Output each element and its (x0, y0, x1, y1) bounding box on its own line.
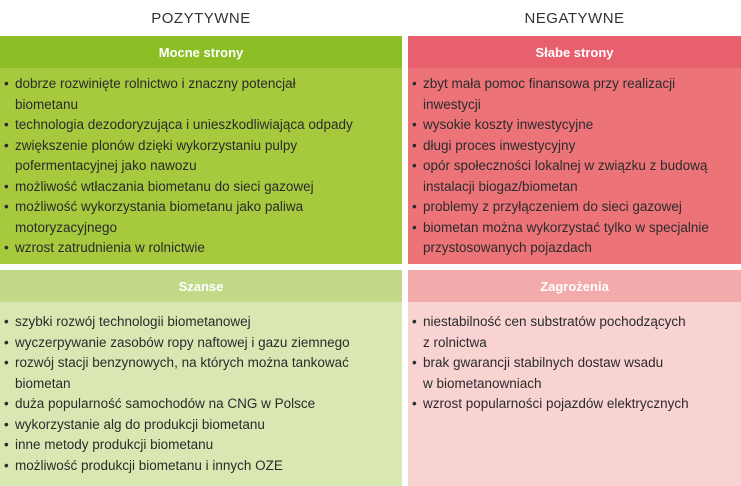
list-item-text: • szybki rozwój technologii biometanowej (15, 314, 251, 329)
list-item (4, 415, 402, 436)
list-item-text: • dobrze rozwinięte rolnictwo i znaczny potencjał (15, 76, 296, 91)
list-item (4, 333, 402, 354)
list-item (412, 312, 741, 353)
list-item (4, 435, 402, 456)
list-item-text: pofermentacyjnej jako nawozu (15, 158, 197, 173)
list-item-text: • niestabilność cen substratów pochodzących (423, 314, 686, 329)
strengths-panel (0, 68, 402, 264)
list-item (412, 218, 741, 259)
list-item-text: • wzrost popularności pojazdów elektrycznych (423, 396, 689, 411)
list-item (412, 136, 741, 157)
list-item (412, 197, 741, 218)
positive-column-header: POZYTYWNE (151, 9, 251, 27)
list-item-text: • opór społeczności lokalnej w związku z budową (423, 158, 708, 173)
list-item-text: • możliwość wykorzystania biometanu jako paliwa (15, 199, 304, 214)
list-item-text: • rozwój stacji benzynowych, na których można tankować (15, 355, 349, 370)
threats-title: Zagrożenia (408, 270, 741, 302)
list-item-text: biometan (15, 375, 71, 391)
list-item-text: • wyczerpywanie zasobów ropy naftowej i gazu ziemnego (15, 334, 350, 350)
list-item (412, 115, 741, 136)
list-item (4, 177, 402, 198)
weaknesses-panel (408, 68, 741, 264)
list-item-text: • duża popularność samochodów na CNG w Polsce (15, 396, 316, 411)
list-item-text: biometanu (15, 96, 79, 112)
list-item (412, 353, 741, 394)
list-item (4, 197, 402, 238)
list-item-text: • wzrost zatrudnienia w rolnictwie (15, 240, 205, 255)
threats-panel (408, 302, 741, 486)
list-item-text: w biometanowniach (423, 375, 542, 391)
weaknesses-title: Słabe strony (408, 36, 741, 68)
list-item (4, 312, 402, 333)
list-item-text: • wysokie koszty inwestycyjne (423, 117, 594, 132)
list-item (4, 353, 402, 394)
list-item (4, 115, 402, 136)
list-item (4, 394, 402, 415)
list-item-text: • zbyt mała pomoc finansowa przy realizacji (423, 76, 676, 91)
list-item-text: motoryzacyjnego (15, 219, 118, 235)
threats-list (412, 312, 741, 415)
list-item (4, 456, 402, 477)
list-item (412, 74, 741, 115)
list-item (4, 74, 402, 115)
list-item-text: • brak gwarancji stabilnych dostaw wsadu (423, 355, 664, 370)
opportunities-panel (0, 302, 402, 486)
list-item (412, 394, 741, 415)
list-item-text: • wykorzystanie alg do produkcji biometanu (15, 416, 265, 432)
list-item-text: • problemy z przyłączeniem do sieci gazowej (423, 199, 682, 214)
list-item-text: • technologia dezodoryzująca i unieszkodliwiająca odpady (15, 117, 353, 132)
list-item-text: • inne metody produkcji biometanu (15, 437, 214, 452)
list-item-text: • możliwość wtłaczania biometanu do sieci gazowej (15, 178, 314, 194)
strengths-title: Mocne strony (0, 36, 402, 68)
list-item-text: • zwiększenie plonów dzięki wykorzystaniu pulpy (15, 137, 298, 153)
strengths-list (4, 74, 402, 259)
list-item-text: • długi proces inwestycyjny (423, 137, 576, 153)
opportunities-list (4, 312, 402, 476)
list-item-text: • możliwość produkcji biometanu i innych OZE (15, 457, 283, 473)
negative-column-header: NEGATYWNE (524, 9, 625, 27)
list-item (4, 238, 402, 259)
list-item-text: z rolnictwa (423, 334, 487, 350)
list-item-text: inwestycji (423, 96, 481, 112)
list-item-text: przystosowanych pojazdach (423, 240, 592, 255)
list-item-text: • biometan można wykorzystać tylko w specjalnie (423, 219, 709, 235)
list-item (4, 136, 402, 177)
opportunities-title: Szanse (0, 270, 402, 302)
list-item-text: instalacji biogaz/biometan (423, 178, 578, 194)
weaknesses-list (412, 74, 741, 259)
list-item (412, 156, 741, 197)
